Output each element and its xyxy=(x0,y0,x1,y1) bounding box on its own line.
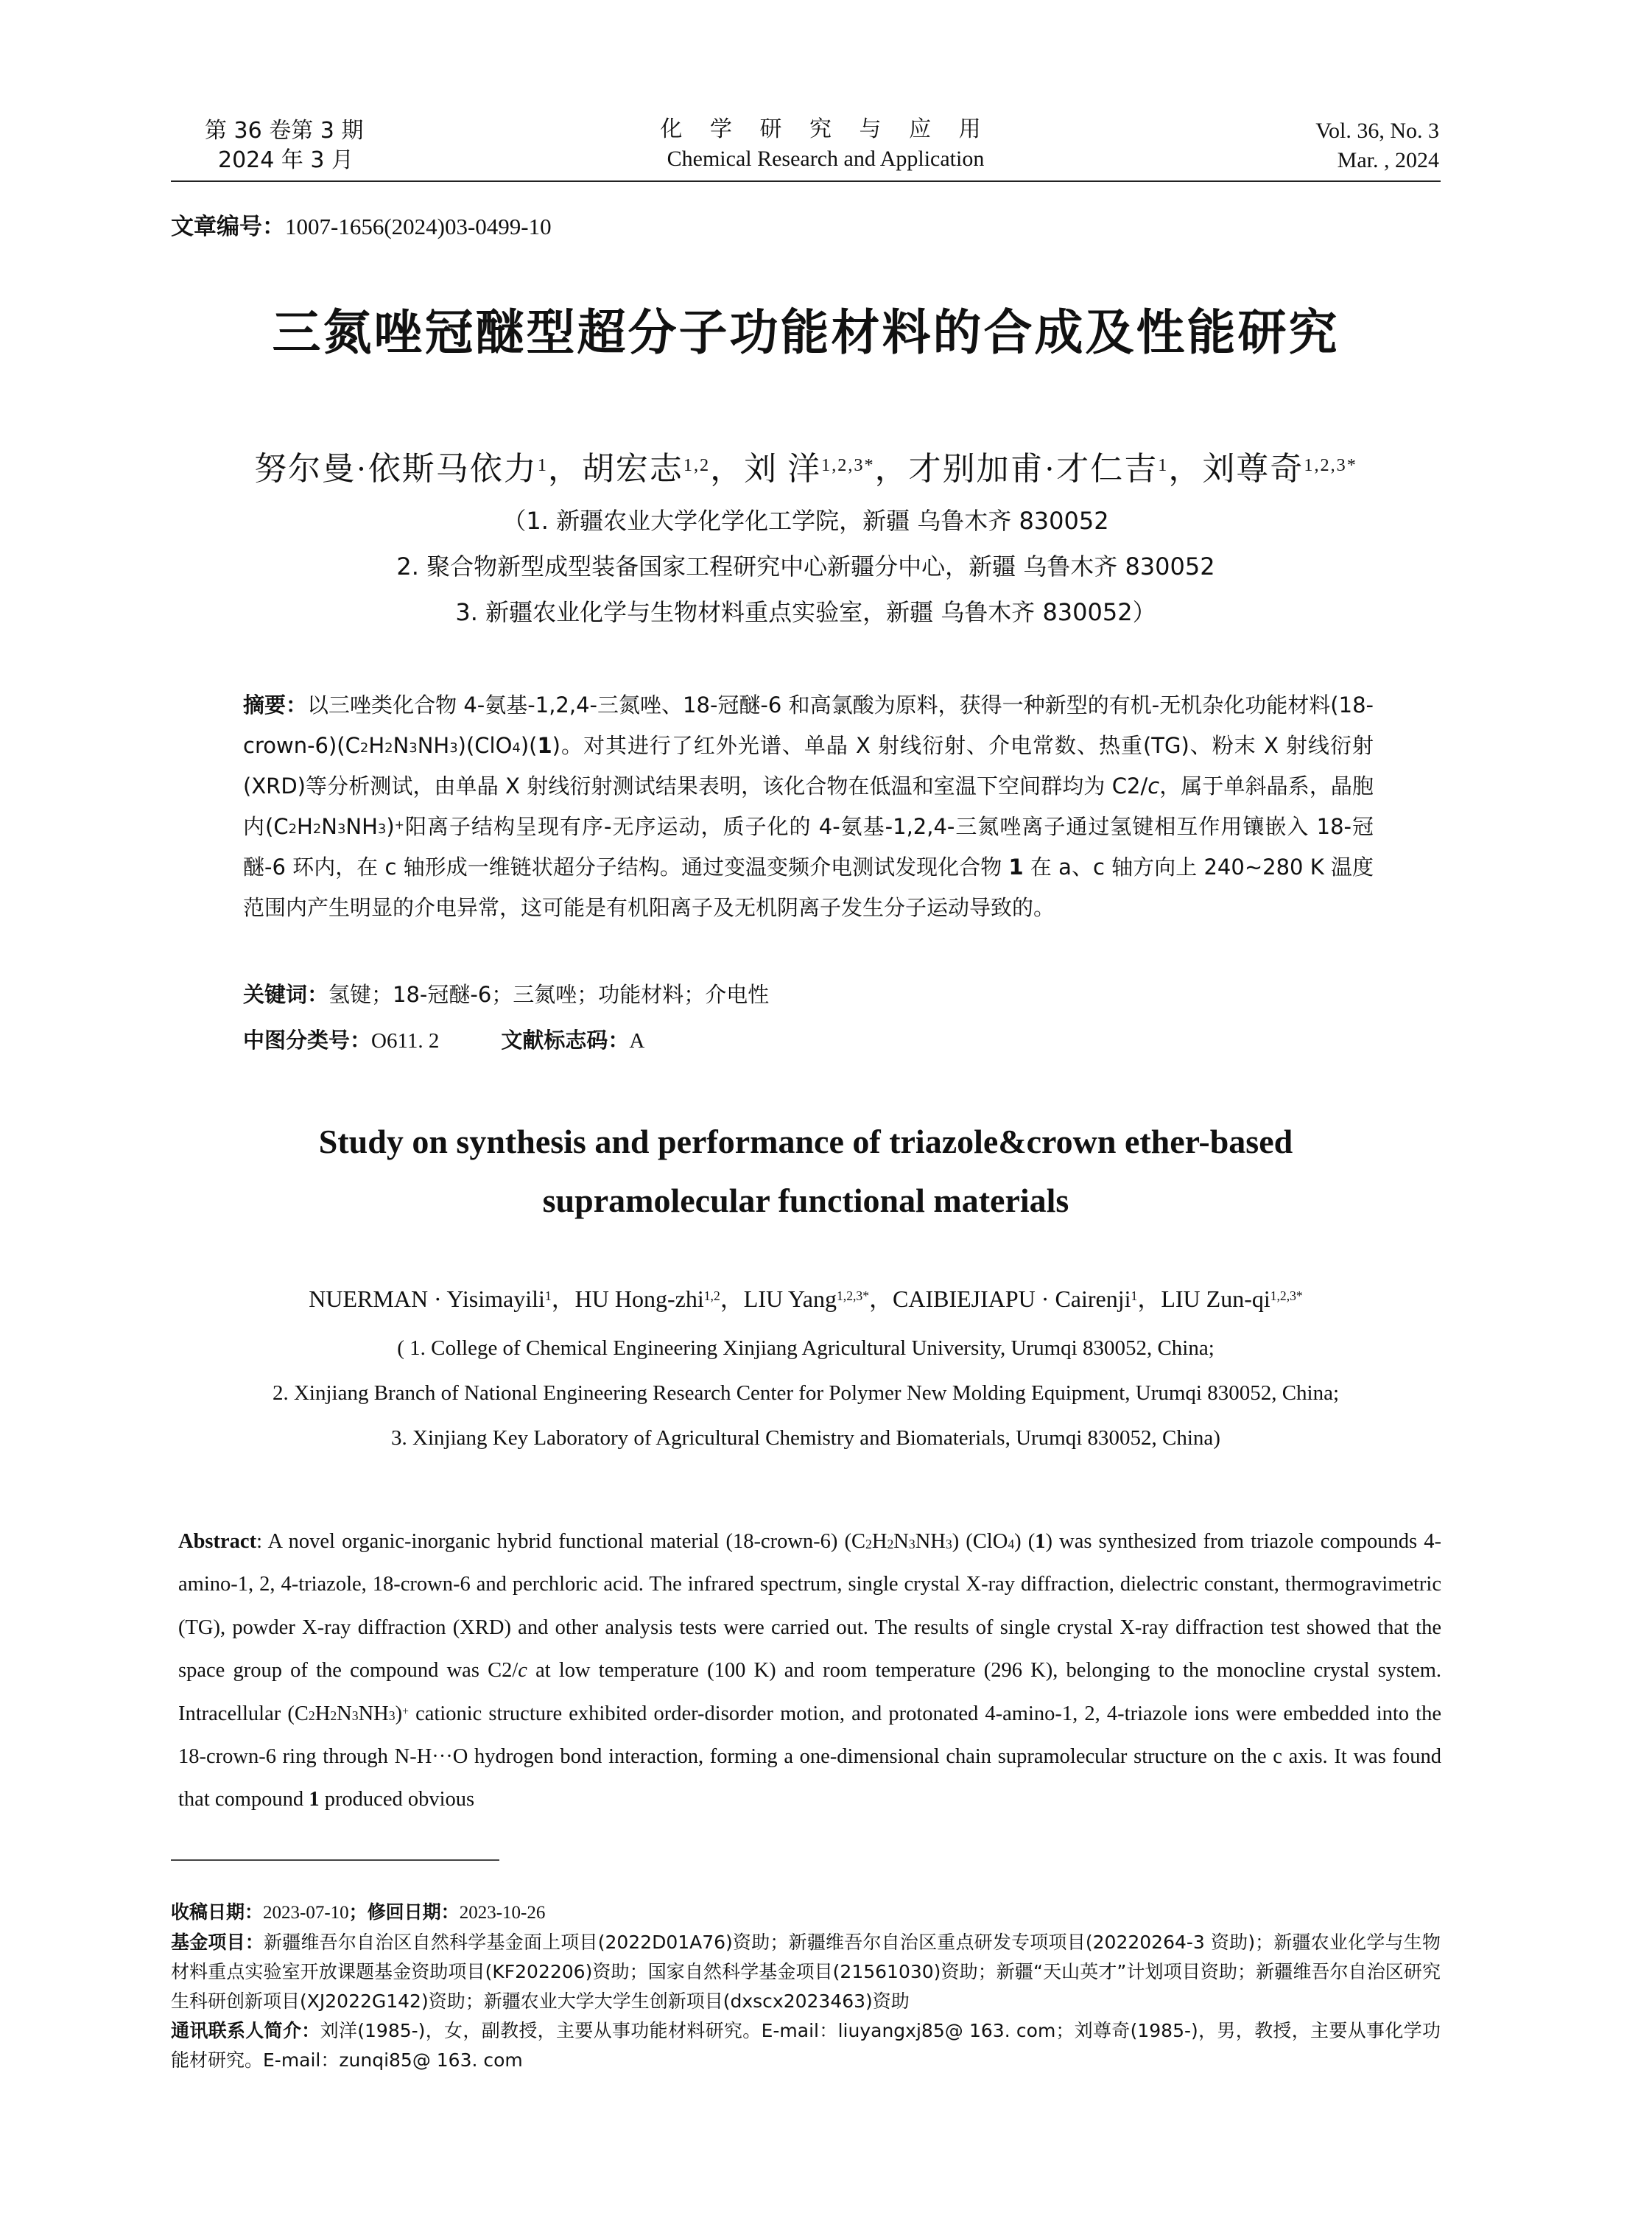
subscript: 3 xyxy=(945,1536,952,1551)
subscript: 2 xyxy=(312,821,322,837)
clc-label: 中图分类号： xyxy=(243,1028,372,1053)
header-date: 2024 年 3 月 xyxy=(218,147,354,173)
header-rule xyxy=(171,180,1441,182)
affiliation-cn-3: 3. 新疆农业化学与生物材料重点实验室，新疆 乌鲁木齐 830052） xyxy=(455,598,1156,626)
doc-code-label: 文献标志码： xyxy=(501,1028,630,1053)
author-en: CAIBIEJIAPU · Cairenji xyxy=(893,1285,1131,1312)
abstract-en-text: H xyxy=(871,1530,887,1553)
revised-label: ；修回日期： xyxy=(348,1901,460,1923)
abstract-en-text: N xyxy=(893,1530,909,1553)
fund-label: 基金项目： xyxy=(171,1932,264,1953)
footnote-rule xyxy=(171,1859,499,1861)
author-separator: ， xyxy=(547,451,582,487)
subscript: 2 xyxy=(288,821,298,837)
author-affil-mark: 1,2,3* xyxy=(837,1288,869,1304)
superscript: + xyxy=(394,817,405,832)
author-separator: ， xyxy=(868,1285,893,1312)
header-date-en: Mar. , 2024 xyxy=(1337,148,1439,172)
abstract-en-text: ) xyxy=(395,1702,403,1725)
author-separator: ， xyxy=(874,451,909,487)
subscript: 2 xyxy=(330,1708,337,1724)
abstract-en-text: N xyxy=(337,1702,352,1725)
abstract-en-text: ) (ClO xyxy=(952,1530,1008,1553)
author-affil-mark: 1,2 xyxy=(703,1288,720,1304)
abstract-en-text: at low temperature (100 K) and room temperature (296 K), belonging to the monocline crystal system. Intracellular (C xyxy=(178,1659,1441,1725)
article-number xyxy=(171,212,552,242)
abstract-en-text: H xyxy=(314,1702,331,1725)
author-affil-mark: 1 xyxy=(1131,1288,1138,1304)
subscript: 4 xyxy=(512,740,521,756)
abstract-cn-text: )。对其进行了红外光谱、单晶 X 射线衍射、介电常数、热重(TG)、粉末 X 射线衍射(XRD)等分析测试，由单晶 X 射线衍射测试结果表明，该化合物在低温和室温下空间群均为 C2/ xyxy=(243,733,1374,799)
footnotes xyxy=(171,1898,1441,2075)
author-cn: 才别加甫·才仁吉 xyxy=(908,451,1159,487)
affiliation-en-3: 3. Xinjiang Key Laboratory of Agricultural Chemistry and Biomaterials, Urumqi 830052, China) xyxy=(391,1426,1220,1450)
abstract-cn-text: H xyxy=(297,814,313,839)
classification xyxy=(243,1025,644,1056)
abstract-cn-text: 在 a、c 轴方向上 240~280 K 温度范围内产生明显的介电异常，这可能是有机阳离子及无机阴离子发生分子运动导致的。 xyxy=(243,855,1374,920)
author-separator: ， xyxy=(710,451,745,487)
subscript: 3 xyxy=(409,740,418,756)
subscript: 2 xyxy=(887,1536,894,1551)
header-volume-en: Vol. 36, No. 3 xyxy=(1315,119,1439,143)
revised-date: 2023-10-26 xyxy=(459,1903,546,1923)
footnote-fund xyxy=(171,1928,1441,2016)
abstract-cn-text: NH xyxy=(345,814,378,839)
keywords-label: 关键词： xyxy=(243,982,329,1007)
author-affil-mark: 1 xyxy=(1158,455,1169,476)
abstract-cn-text: H xyxy=(368,733,385,758)
header-issue xyxy=(205,116,426,175)
compound-number: 1 xyxy=(309,1788,320,1811)
superscript: + xyxy=(402,1705,409,1718)
contact-text: 刘洋(1985-)，女，副教授，主要从事功能材料研究。E-mail：liuyangxj85@ 163. com；刘尊奇(1985-)，男，教授，主要从事化学功能材研究。E-mail：zunqi85@ 163. com xyxy=(171,2020,1441,2071)
abstract-en-text: ) was synthesized from triazole compounds 4-amino-1, 2, 4-triazole, 18-crown-6 and perchloric acid. The infrared spectrum, single crystal X-ray diffraction, dielectric constant, thermogravimetric (TG), powder X-ray diffraction (XRD) and other analysis tests were carried out. The results of single crystal X-ray diffraction test showed that the space group of the compound was C2/ xyxy=(178,1530,1442,1683)
subscript: 3 xyxy=(337,821,346,837)
author-cn: 胡宏志 xyxy=(581,451,683,487)
title-en xyxy=(171,1112,1441,1230)
author-affil-mark: 1 xyxy=(537,455,548,476)
journal-name-cn: 化 学 研 究 与 应 用 xyxy=(660,116,991,142)
subscript: 3 xyxy=(351,1708,359,1724)
article-number-label: 文章编号： xyxy=(171,214,285,240)
article-number-value: 1007-1656(2024)03-0499-10 xyxy=(285,214,552,239)
authors-cn xyxy=(171,448,1441,491)
abstract-cn-text: NH xyxy=(417,733,450,758)
compound-number: 1 xyxy=(537,733,552,758)
footnote-contact xyxy=(171,2016,1441,2075)
author-en: LIU Yang xyxy=(743,1285,837,1312)
abstract-cn-text: 以三唑类化合物 4-氨基-1,2,4-三氮唑、18-冠醚-6 和高氯酸为原料，获得一种新型的有机-无机杂化功能材料(18-crown-6)(C xyxy=(243,692,1374,758)
title-en-line: Study on synthesis and performance of triazole&crown ether-based xyxy=(318,1123,1293,1160)
affiliation-cn-1: （1. 新疆农业大学化学化工学院，新疆 乌鲁木齐 830052 xyxy=(502,507,1109,535)
abstract-cn-text: )(ClO xyxy=(457,733,513,758)
subscript: 3 xyxy=(449,740,458,756)
author-cn: 刘尊奇 xyxy=(1202,451,1304,487)
abstract-en-text: produced obvious xyxy=(319,1788,475,1811)
author-separator: ， xyxy=(1168,451,1203,487)
header-volume-issue: 第 36 卷第 3 期 xyxy=(205,118,364,144)
keywords-value: 氢键；18-冠醚-6；三氮唑；功能材料；介电性 xyxy=(328,982,770,1007)
affiliation-cn-2: 2. 聚合物新型成型装备国家工程研究中心新疆分中心，新疆 乌鲁木齐 830052 xyxy=(396,553,1215,580)
affiliation-en-2: 2. Xinjiang Branch of National Engineering Research Center for Polymer New Molding Equipment, Urumqi 830052, China; xyxy=(272,1381,1340,1405)
abstract-cn-text: 阳离子结构呈现有序-无序运动，质子化的 4-氨基-1,2,4-三氮唑离子通过氢键相互作用镶嵌入 18-冠醚-6 环内，在 c 轴形成一维链状超分子结构。通过变温变频介电测试发现化合物 xyxy=(243,814,1374,880)
author-separator: ， xyxy=(720,1285,744,1312)
author-cn: 刘 洋 xyxy=(744,451,822,487)
abstract-cn xyxy=(243,685,1374,928)
compound-number: 1 xyxy=(1035,1530,1046,1553)
abstract-cn-text: ，属于单斜晶系，晶胞内(C xyxy=(243,774,1374,839)
abstract-en-text: ) ( xyxy=(1014,1530,1036,1553)
abstract-en-text: A novel organic-inorganic hybrid functional material (18-crown-6) (C xyxy=(267,1530,866,1553)
author-affil-mark: 1,2,3* xyxy=(1270,1288,1303,1304)
abstract-cn-text: N xyxy=(321,814,337,839)
author-affil-mark: 1,2,3* xyxy=(1304,455,1357,476)
title-cn: 三氮唑冠醚型超分子功能材料的合成及性能研究 xyxy=(272,304,1340,361)
author-affil-mark: 1 xyxy=(544,1288,552,1304)
journal-name-en: Chemical Research and Application xyxy=(667,147,985,171)
abstract-en-text: NH xyxy=(358,1702,389,1725)
keywords-cn xyxy=(243,980,769,1009)
author-en: NUERMAN · Yisimayili xyxy=(309,1285,545,1312)
abstract-en-colon: : xyxy=(256,1530,268,1553)
doc-code-value: A xyxy=(629,1029,645,1053)
received-label: 收稿日期： xyxy=(171,1901,264,1923)
abstract-cn-text: )( xyxy=(520,733,538,758)
subscript: 3 xyxy=(388,1708,396,1724)
abstract-en-text: NH xyxy=(915,1530,946,1553)
abstract-en-label: Abstract xyxy=(178,1530,257,1553)
received-date: 2023-07-10 xyxy=(263,1903,349,1923)
author-cn: 努尔曼·依斯马依力 xyxy=(254,451,538,487)
author-affil-mark: 1,2 xyxy=(683,455,711,476)
compound-number: 1 xyxy=(1008,855,1024,880)
abstract-en xyxy=(178,1520,1441,1822)
subscript: 2 xyxy=(865,1536,872,1551)
subscript: 4 xyxy=(1008,1536,1015,1551)
footnote-dates xyxy=(171,1898,1441,1928)
abstract-en-text: cationic structure exhibited order-disorder motion, and protonated 4-amino-1, 2, 4-triazole ions were embedded into the 18-crown-6 ring through N-H···O hydrogen bond interaction, forming a one-dimensional chain supramolecular structure on the c axis. It was found that compound xyxy=(178,1702,1442,1811)
title-en-line: supramolecular functional materials xyxy=(542,1182,1069,1219)
author-separator: ， xyxy=(1137,1285,1161,1312)
author-separator: ， xyxy=(551,1285,575,1312)
author-en: HU Hong-zhi xyxy=(574,1285,704,1312)
italic-axis: c xyxy=(518,1659,527,1683)
subscript: 2 xyxy=(384,740,393,756)
author-en: LIU Zun-qi xyxy=(1161,1285,1270,1312)
fund-text: 新疆维吾尔自治区自然科学基金面上项目(2022D01A76)资助；新疆维吾尔自治区重点研发专项项目(20220264-3 资助)；新疆农业化学与生物材料重点实验室开放课题基金资助项目(KF202206)资助；国家自然科学基金项目(21561030)资助；新疆“天山英才”计划项目资助；新疆维吾尔自治区研究生科研创新项目(XJ2022G142)资助；新疆农业大学大学生创新项目(dxscx2023463)资助 xyxy=(171,1932,1441,2012)
subscript: 3 xyxy=(377,821,387,837)
subscript: 2 xyxy=(308,1708,315,1724)
abstract-cn-text: ) xyxy=(386,814,395,839)
clc-value: O611. 2 xyxy=(371,1029,440,1053)
affiliation-en-1: ( 1. College of Chemical Engineering Xinjiang Agricultural University, Urumqi 830052, China; xyxy=(397,1336,1215,1360)
author-affil-mark: 1,2,3* xyxy=(821,455,875,476)
abstract-cn-text: N xyxy=(393,733,410,758)
header-volume xyxy=(1178,116,1439,175)
contact-label: 通讯联系人简介： xyxy=(171,2020,320,2041)
subscript: 2 xyxy=(359,740,369,756)
subscript: 3 xyxy=(908,1536,915,1551)
italic-axis: c xyxy=(1147,774,1160,799)
header-journal xyxy=(560,115,1092,174)
abstract-cn-label: 摘要： xyxy=(243,692,308,718)
authors-en xyxy=(171,1283,1441,1315)
